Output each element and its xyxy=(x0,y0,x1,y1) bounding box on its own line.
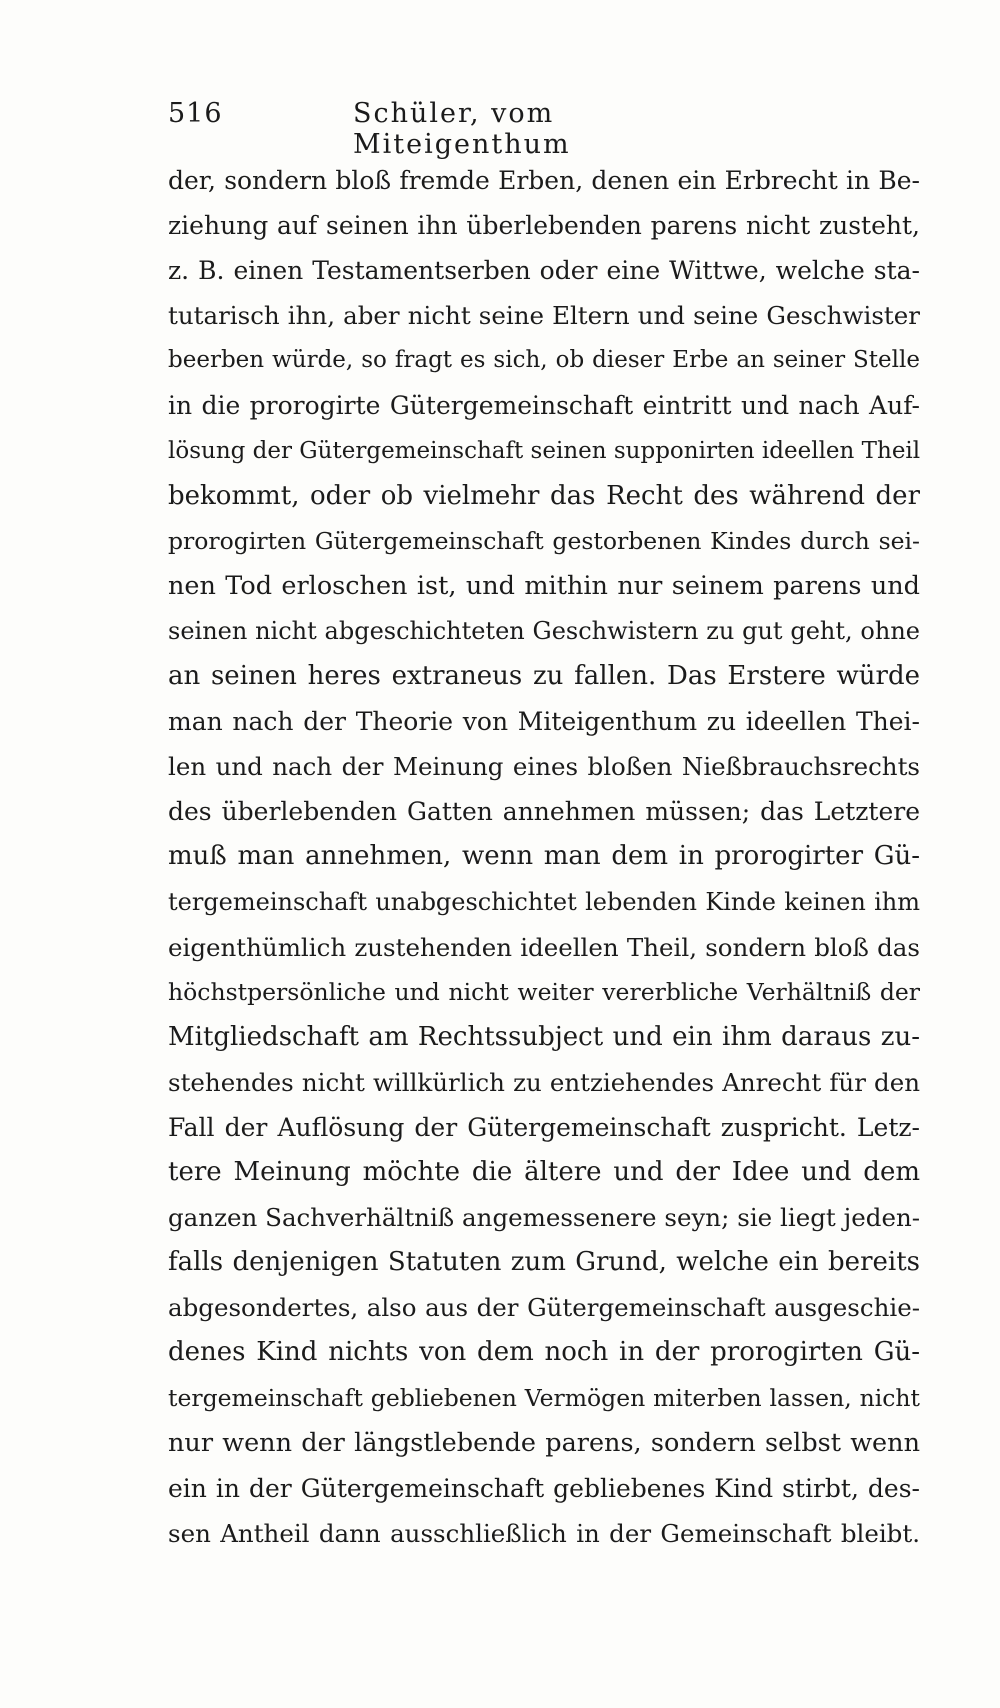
text-line: tergemeinschaft gebliebenen Vermögen miterben lassen, nicht xyxy=(168,1383,920,1412)
text-line: nen Tod erloschen ist, und mithin nur seinem parens und xyxy=(168,570,920,601)
text-line: in die prorogirte Gütergemeinschaft eintritt und nach Auf- xyxy=(168,391,920,421)
text-line: denes Kind nichts von dem noch in der prorogirten Gü- xyxy=(168,1337,920,1368)
text-line: der, sondern bloß fremde Erben, denen ein Erbrecht in Be- xyxy=(168,166,920,195)
text-line: seinen nicht abgeschichteten Geschwistern zu gut geht, ohne xyxy=(168,616,920,645)
text-line: nur wenn der längstlebende parens, sondern selbst wenn xyxy=(168,1427,920,1458)
text-line: muß man annehmen, wenn man dem in prorogirter Gü- xyxy=(168,841,920,872)
text-line: tutarisch ihn, aber nicht seine Eltern und seine Geschwister xyxy=(168,301,920,331)
text-line: des überlebenden Gatten annehmen müssen; das Letztere xyxy=(168,797,920,827)
page-number: 516 xyxy=(168,98,223,129)
body-text xyxy=(168,158,920,1556)
text-line: prorogirten Gütergemeinschaft gestorbenen Kindes durch sei- xyxy=(168,526,920,555)
text-line: len und nach der Meinung eines bloßen Nießbrauchsrechts xyxy=(168,752,920,782)
text-line: höchstpersönliche und nicht weiter vererbliche Verhältniß der xyxy=(168,977,920,1006)
text-line: abgesondertes, also aus der Gütergemeinschaft ausgeschie- xyxy=(168,1293,920,1323)
text-line: ein in der Gütergemeinschaft gebliebenes Kind stirbt, des- xyxy=(168,1473,920,1503)
text-line: z. B. einen Testamentserben oder eine Wittwe, welche sta- xyxy=(168,256,920,286)
running-head xyxy=(168,98,728,160)
text-line: an seinen heres extraneus zu fallen. Das Erstere würde xyxy=(168,661,920,692)
text-line: lösung der Gütergemeinschaft seinen supponirten ideellen Theil xyxy=(168,437,920,464)
text-line: Mitgliedschaft am Rechtssubject und ein ihm daraus zu- xyxy=(168,1021,920,1052)
text-line: ganzen Sachverhältniß angemessenere seyn; sie liegt jeden- xyxy=(168,1203,920,1233)
text-line: ziehung auf seinen ihn überlebenden parens nicht zusteht, xyxy=(168,211,920,241)
text-line: man nach der Theorie von Miteigenthum zu ideellen Thei- xyxy=(168,707,920,737)
header-title: Schüler, vom Miteigenthum xyxy=(353,98,571,160)
text-line: eigenthümlich zustehenden ideellen Theil, sondern bloß das xyxy=(168,932,920,962)
text-line: tergemeinschaft unabgeschichtet lebenden Kinde keinen ihm xyxy=(168,887,920,916)
text-line: bekommt, oder ob vielmehr das Recht des während der xyxy=(168,480,920,511)
text-line: stehendes nicht willkürlich zu entziehendes Anrecht für den xyxy=(168,1067,920,1097)
text-line: Fall der Auflösung der Gütergemeinschaft zuspricht. Letz- xyxy=(168,1112,920,1142)
text-line: beerben würde, so fragt es sich, ob dieser Erbe an seiner Stelle xyxy=(168,347,920,374)
text-line: falls denjenigen Statuten zum Grund, welche ein bereits xyxy=(168,1247,920,1278)
text-line: tere Meinung möchte die ältere und der Idee und dem xyxy=(168,1157,920,1188)
text-line: sen Antheil dann ausschließlich in der Gemeinschaft bleibt. xyxy=(168,1518,920,1548)
